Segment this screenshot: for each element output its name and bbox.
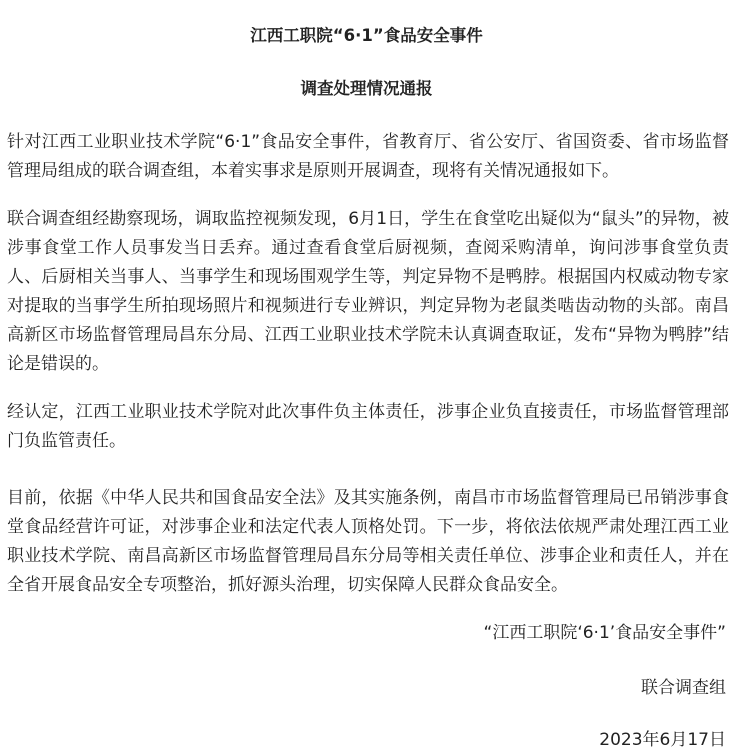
paragraph-intro: 针对江西工业职业技术学院“6·1”食品安全事件，省教育厅、省公安厅、省国资委、省市场监督管理局组成的联合调查组，本着实事求是原则开展调查，现将有关情况通报如下。 (7, 132, 729, 181)
document-subtitle: 调查处理情况通报 (300, 79, 433, 98)
paragraph-actions: 目前，依据《中华人民共和国食品安全法》及其实施条例，南昌市市场监督管理局已吊销涉事食堂食品经营许可证，对涉事企业和法定代表人顶格处罚。下一步，将依法依规严肃处理江西工业职业技术学院、南昌高新区市场监督管理局昌东分局等相关责任单位、涉事企业和责任人，并在全省开展食品安全专项整治，抓好源头治理，切实保障人民群众食品安全。 (7, 488, 729, 595)
document-title: 江西工职院“6·1”食品安全事件 (250, 26, 483, 45)
paragraph-responsibility: 经认定，江西工业职业技术学院对此次事件负主体责任，涉事企业负直接责任，市场监督管理部门负监管责任。 (7, 402, 729, 451)
signature-date: 2023年6月17日 (599, 730, 726, 750)
paragraph-investigation: 联合调查组经勘察现场，调取监控视频发现，6月1日，学生在食堂吃出疑似为“鼠头”的异物，被涉事食堂工作人员事发当日丢弃。通过查看食堂后厨视频，查阅采购清单，询问涉事食堂负责人、后厨相关当事人、当事学生和现场围观学生等，判定异物不是鸭脖。根据国内权威动物专家对提取的当事学生所拍现场照片和视频进行专业辨识，判定异物为老鼠类啮齿动物的头部。南昌高新区市场监督管理局昌东分局、江西工业职业技术学院未认真调查取证，发布“异物为鸭脖”结论是错误的。 (7, 209, 729, 374)
signature-group: 联合调查组 (641, 678, 726, 698)
signature-event: “江西工职院‘6·1’食品安全事件” (483, 623, 726, 643)
